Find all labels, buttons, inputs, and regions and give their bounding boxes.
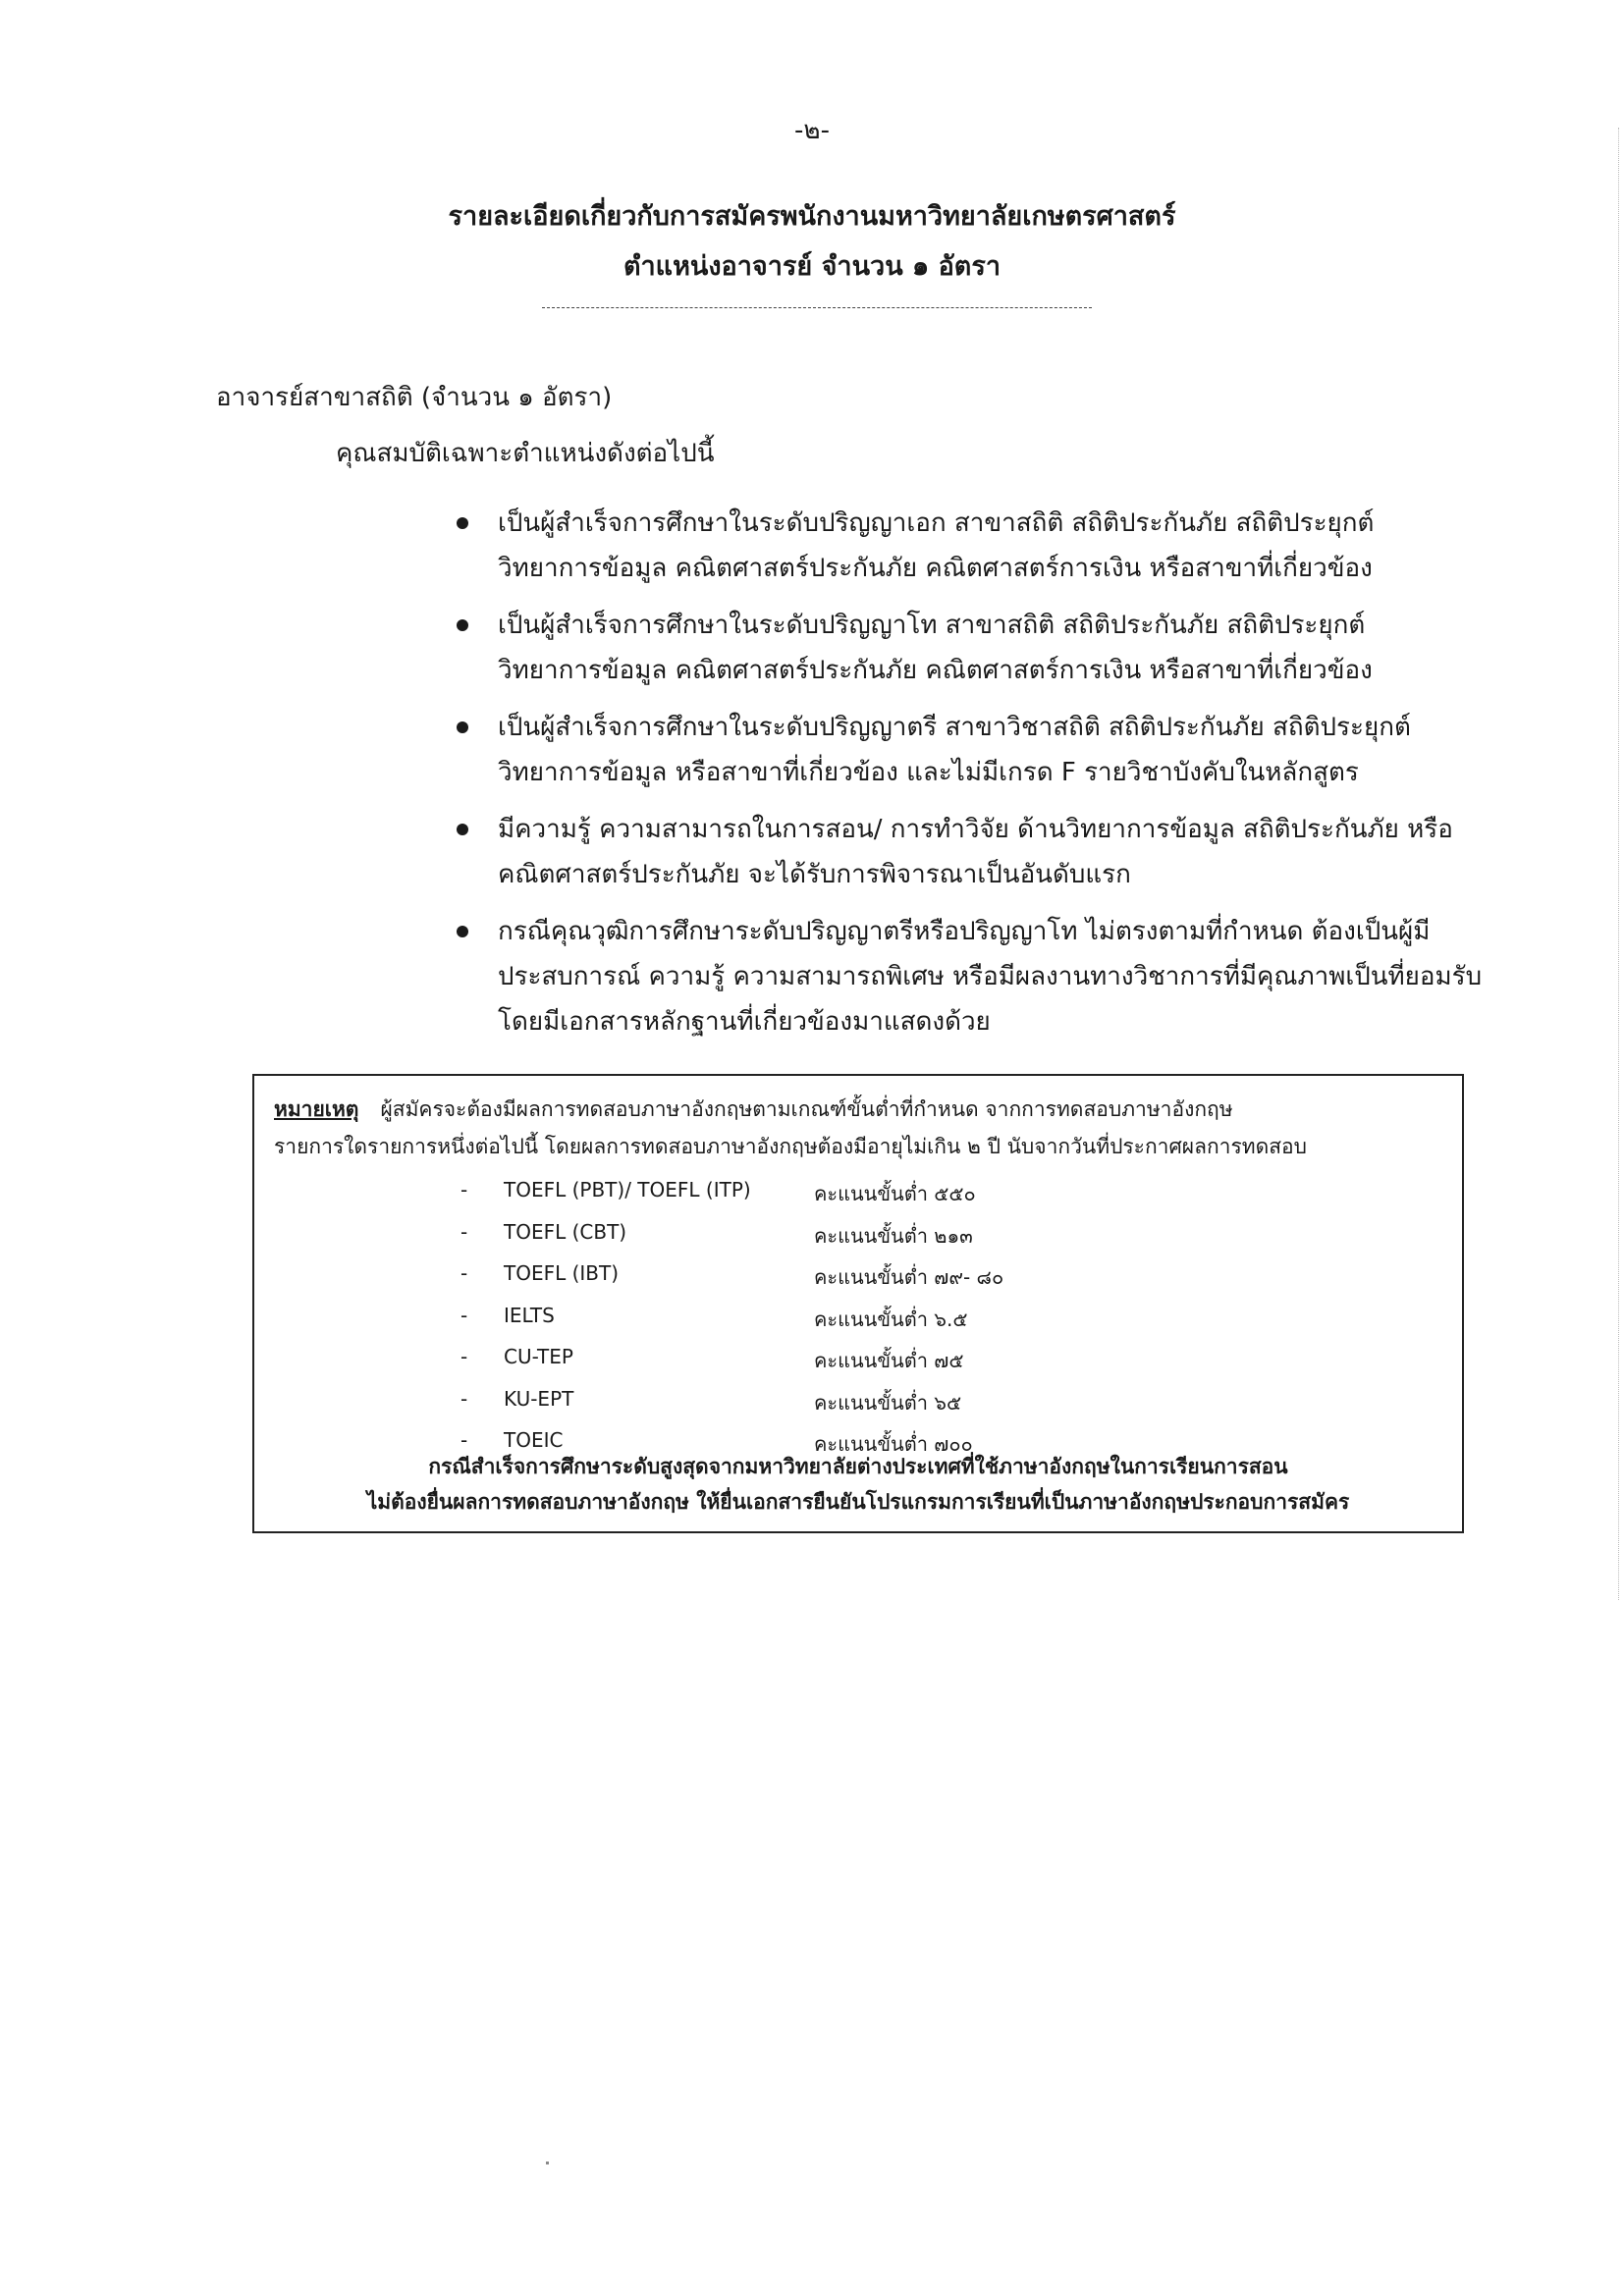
dash-marker: - (460, 1219, 468, 1244)
test-name: IELTS (504, 1303, 555, 1327)
qualification-text: ประสบการณ์ ความรู้ ความสามารถพิเศษ หรือมีผลงานทางวิชาการที่มีคุณภาพเป็นที่ยอมรับ (498, 962, 1483, 991)
qualification-list (457, 501, 1488, 1056)
test-name: KU-EPT (504, 1386, 574, 1411)
test-name: TOEFL (IBT) (504, 1261, 620, 1285)
test-row (460, 1218, 1148, 1260)
english-requirement-note-box (252, 1074, 1464, 1533)
page-number: -๒- (794, 116, 830, 145)
bullet-icon (457, 517, 468, 529)
dash-marker: - (460, 1345, 468, 1368)
qualification-text: วิทยาการข้อมูล หรือสาขาที่เกี่ยวข้อง และไม่มีเกรด F รายวิชาบังคับในหลักสูตร (498, 758, 1359, 787)
note-label: หมายเหตุ (274, 1097, 359, 1121)
note-first-line (274, 1094, 1233, 1126)
test-name: CU-TEP (504, 1345, 573, 1368)
test-row (460, 1259, 1148, 1302)
qualification-text: กรณีคุณวุฒิการศึกษาระดับปริญญาตรีหรือปริญญาโท ไม่ตรงตามที่กำหนด ต้องเป็นผู้มี (498, 917, 1431, 946)
dash-marker: - (460, 1178, 468, 1201)
bullet-icon (457, 619, 468, 631)
test-row (460, 1176, 1148, 1218)
dash-marker: - (460, 1428, 468, 1452)
bullet-icon (457, 926, 468, 937)
test-row (460, 1343, 1148, 1385)
dash-marker: - (460, 1261, 468, 1285)
note-footer-line2: ไม่ต้องยื่นผลการทดสอบภาษาอังกฤษ ให้ยื่นเอกสารยืนยันโปรแกรมการเรียนที่เป็นภาษาอังกฤษประกอบการสมัคร (366, 1490, 1350, 1514)
dash-marker: - (460, 1303, 468, 1327)
qualification-text: มีความรู้ ความสามารถในการสอน/ การทำวิจัย ด้านวิทยาการข้อมูล สถิติประกันภัย หรือ (498, 815, 1453, 844)
test-min-score: คะแนนขั้นต่ำ ๕๕๐ (814, 1182, 976, 1205)
test-min-score: คะแนนขั้นต่ำ ๖๕ (814, 1390, 962, 1415)
test-min-score: คะแนนขั้นต่ำ ๗๐๐ (814, 1432, 973, 1456)
english-test-list (460, 1176, 1148, 1468)
test-row (460, 1302, 1148, 1344)
qualification-text: เป็นผู้สำเร็จการศึกษาในระดับปริญญาตรี สาขาวิชาสถิติ สถิติประกันภัย สถิติประยุกต์ (498, 713, 1411, 742)
test-name: TOEIC (504, 1428, 564, 1452)
scan-edge-line (1618, 128, 1619, 1600)
qualification-text: คณิตศาสตร์ประกันภัย จะได้รับการพิจารณาเป็นอันดับแรก (498, 860, 1131, 889)
section-heading: อาจารย์สาขาสถิติ (จำนวน ๑ อัตรา) (216, 383, 613, 412)
qualification-text: เป็นผู้สำเร็จการศึกษาในระดับปริญญาโท สาขาสถิติ สถิติประกันภัย สถิติประยุกต์ (498, 611, 1366, 640)
qualification-item (457, 807, 1488, 897)
qualification-item (457, 501, 1488, 591)
note-footer-line1: กรณีสำเร็จการศึกษาระดับสูงสุดจากมหาวิทยาลัยต่างประเทศที่ใช้ภาษาอังกฤษในการเรียนการสอน (428, 1455, 1288, 1478)
test-min-score: คะแนนขั้นต่ำ ๖.๕ (814, 1307, 968, 1331)
position-title: ตำแหน่งอาจารย์ จำนวน ๑ อัตรา (623, 251, 1001, 282)
qualification-text: วิทยาการข้อมูล คณิตศาสตร์ประกันภัย คณิตศาสตร์การเงิน หรือสาขาที่เกี่ยวข้อง (498, 656, 1373, 685)
qualification-text: เป็นผู้สำเร็จการศึกษาในระดับปริญญาเอก สาขาสถิติ สถิติประกันภัย สถิติประยุกต์ (498, 508, 1375, 538)
test-name: TOEFL (PBT)/ TOEFL (ITP) (504, 1178, 751, 1201)
scan-speck (546, 2162, 549, 2164)
qualification-item (457, 705, 1488, 795)
note-text: ผู้สมัครจะต้องมีผลการทดสอบภาษาอังกฤษตามเกณฑ์ขั้นต่ำที่กำหนด จากการทดสอบภาษาอังกฤษ (380, 1097, 1233, 1121)
bullet-icon (457, 721, 468, 733)
test-row (460, 1385, 1148, 1427)
note-second-line: รายการใดรายการหนึ่งต่อไปนี้ โดยผลการทดสอบภาษาอังกฤษต้องมีอายุไม่เกิน ๒ ปี นับจากวันที่ประกาศผลการทดสอบ (274, 1135, 1307, 1158)
test-name: TOEFL (CBT) (504, 1219, 627, 1244)
qualification-item (457, 909, 1488, 1044)
title-divider (542, 307, 1092, 308)
document-title: รายละเอียดเกี่ยวกับการสมัครพนักงานมหาวิทยาลัยเกษตรศาสตร์ (448, 201, 1176, 232)
test-min-score: คะแนนขั้นต่ำ ๒๑๓ (814, 1223, 973, 1248)
section-subheading: คุณสมบัติเฉพาะตำแหน่งดังต่อไปนี้ (336, 439, 715, 468)
test-min-score: คะแนนขั้นต่ำ ๗๕ (814, 1349, 964, 1372)
bullet-icon (457, 824, 468, 835)
test-min-score: คะแนนขั้นต่ำ ๗๙- ๘๐ (814, 1265, 1004, 1289)
dash-marker: - (460, 1386, 468, 1411)
qualification-text: วิทยาการข้อมูล คณิตศาสตร์ประกันภัย คณิตศาสตร์การเงิน หรือสาขาที่เกี่ยวข้อง (498, 554, 1373, 583)
qualification-item (457, 603, 1488, 693)
qualification-text: โดยมีเอกสารหลักฐานที่เกี่ยวข้องมาแสดงด้วย (498, 1007, 991, 1037)
